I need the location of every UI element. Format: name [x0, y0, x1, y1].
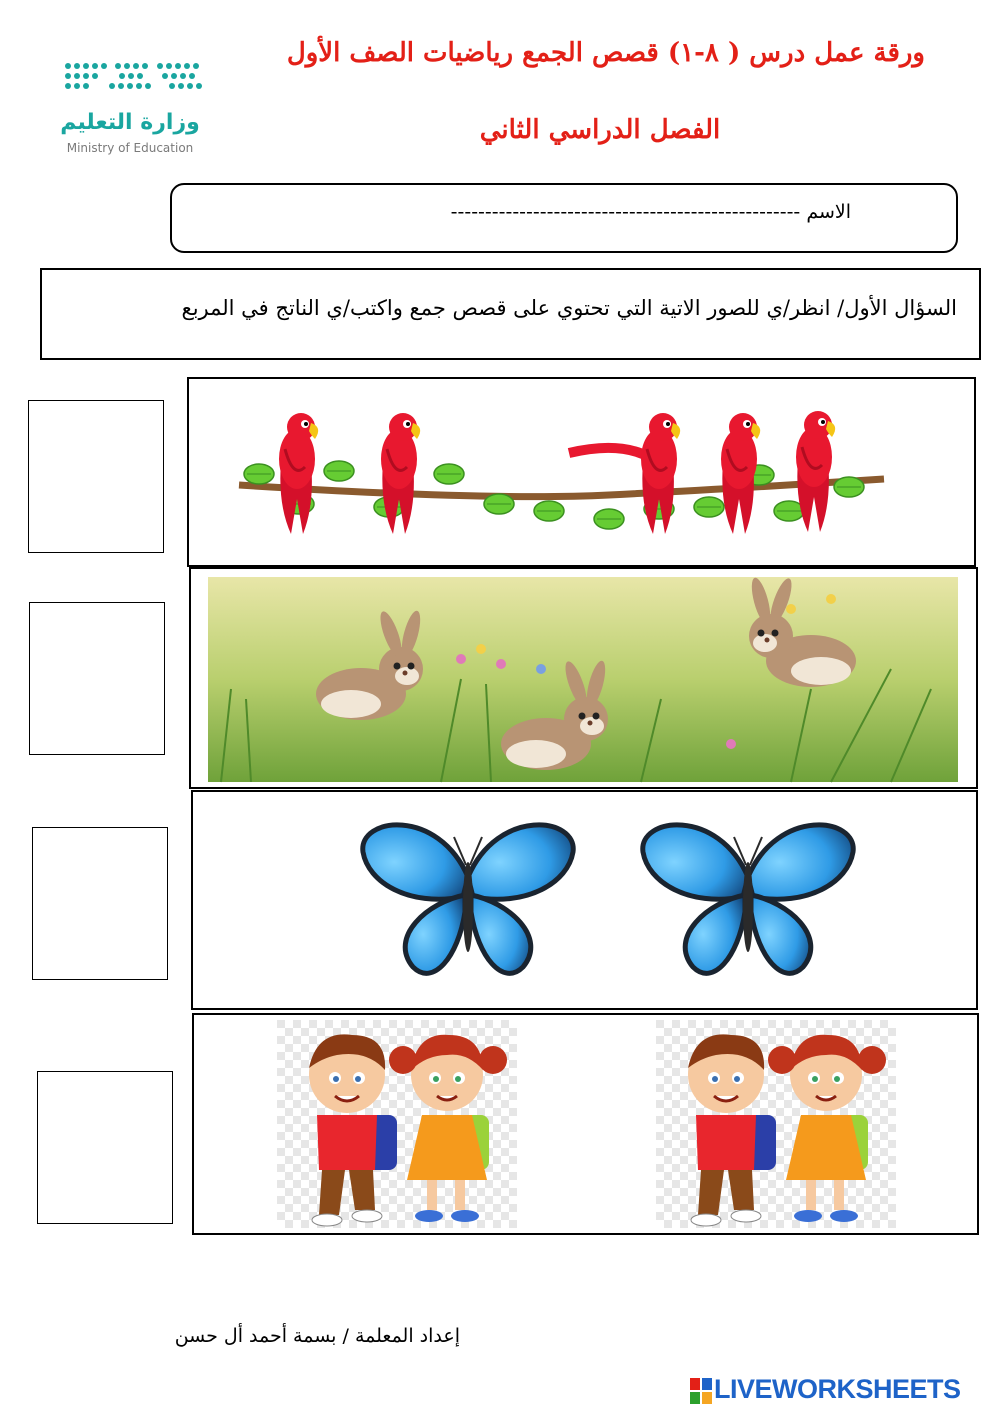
ministry-dots-icon [60, 60, 210, 100]
children-with-backpacks-illustration [194, 1015, 977, 1233]
ministry-logo [55, 55, 215, 165]
answer-box-2[interactable] [29, 602, 165, 755]
picture-frame-butterflies [191, 790, 978, 1010]
question-text: السؤال الأول/ انظر/ي للصور الاتية التي تحتوي على قصص جمع واكتب/ي الناتج في المربع [181, 296, 957, 320]
picture-frame-parrots [187, 377, 976, 567]
rabbits-in-meadow-illustration [191, 569, 976, 787]
name-box [170, 183, 958, 253]
semester-title: الفصل الدراسي الثاني [479, 115, 721, 145]
answer-box-3[interactable] [32, 827, 168, 980]
picture-frame-children [192, 1013, 979, 1235]
blue-butterflies-illustration [193, 792, 976, 1008]
liveworksheets-brand [690, 1376, 990, 1406]
question-box [40, 268, 981, 360]
liveworksheets-text: LIVEWORKSHEETS [714, 1374, 961, 1404]
liveworksheets-icon [690, 1378, 712, 1404]
picture-frame-rabbits [189, 567, 978, 789]
name-field[interactable]: الاسم --------------------------------------------------- [450, 201, 851, 223]
parrots-on-branch-illustration [189, 379, 974, 565]
ministry-name-en: Ministry of Education [66, 141, 194, 155]
ministry-name-ar: وزارة التعليم [60, 110, 200, 135]
teacher-credit: إعداد المعلمة / بسمة أحمد أل حسن [174, 1325, 460, 1347]
answer-box-4[interactable] [37, 1071, 173, 1224]
answer-box-1[interactable] [28, 400, 164, 553]
worksheet-title: ورقة عمل درس ( ٨-١) قصص الجمع رياضيات الصف الأول [286, 38, 925, 68]
